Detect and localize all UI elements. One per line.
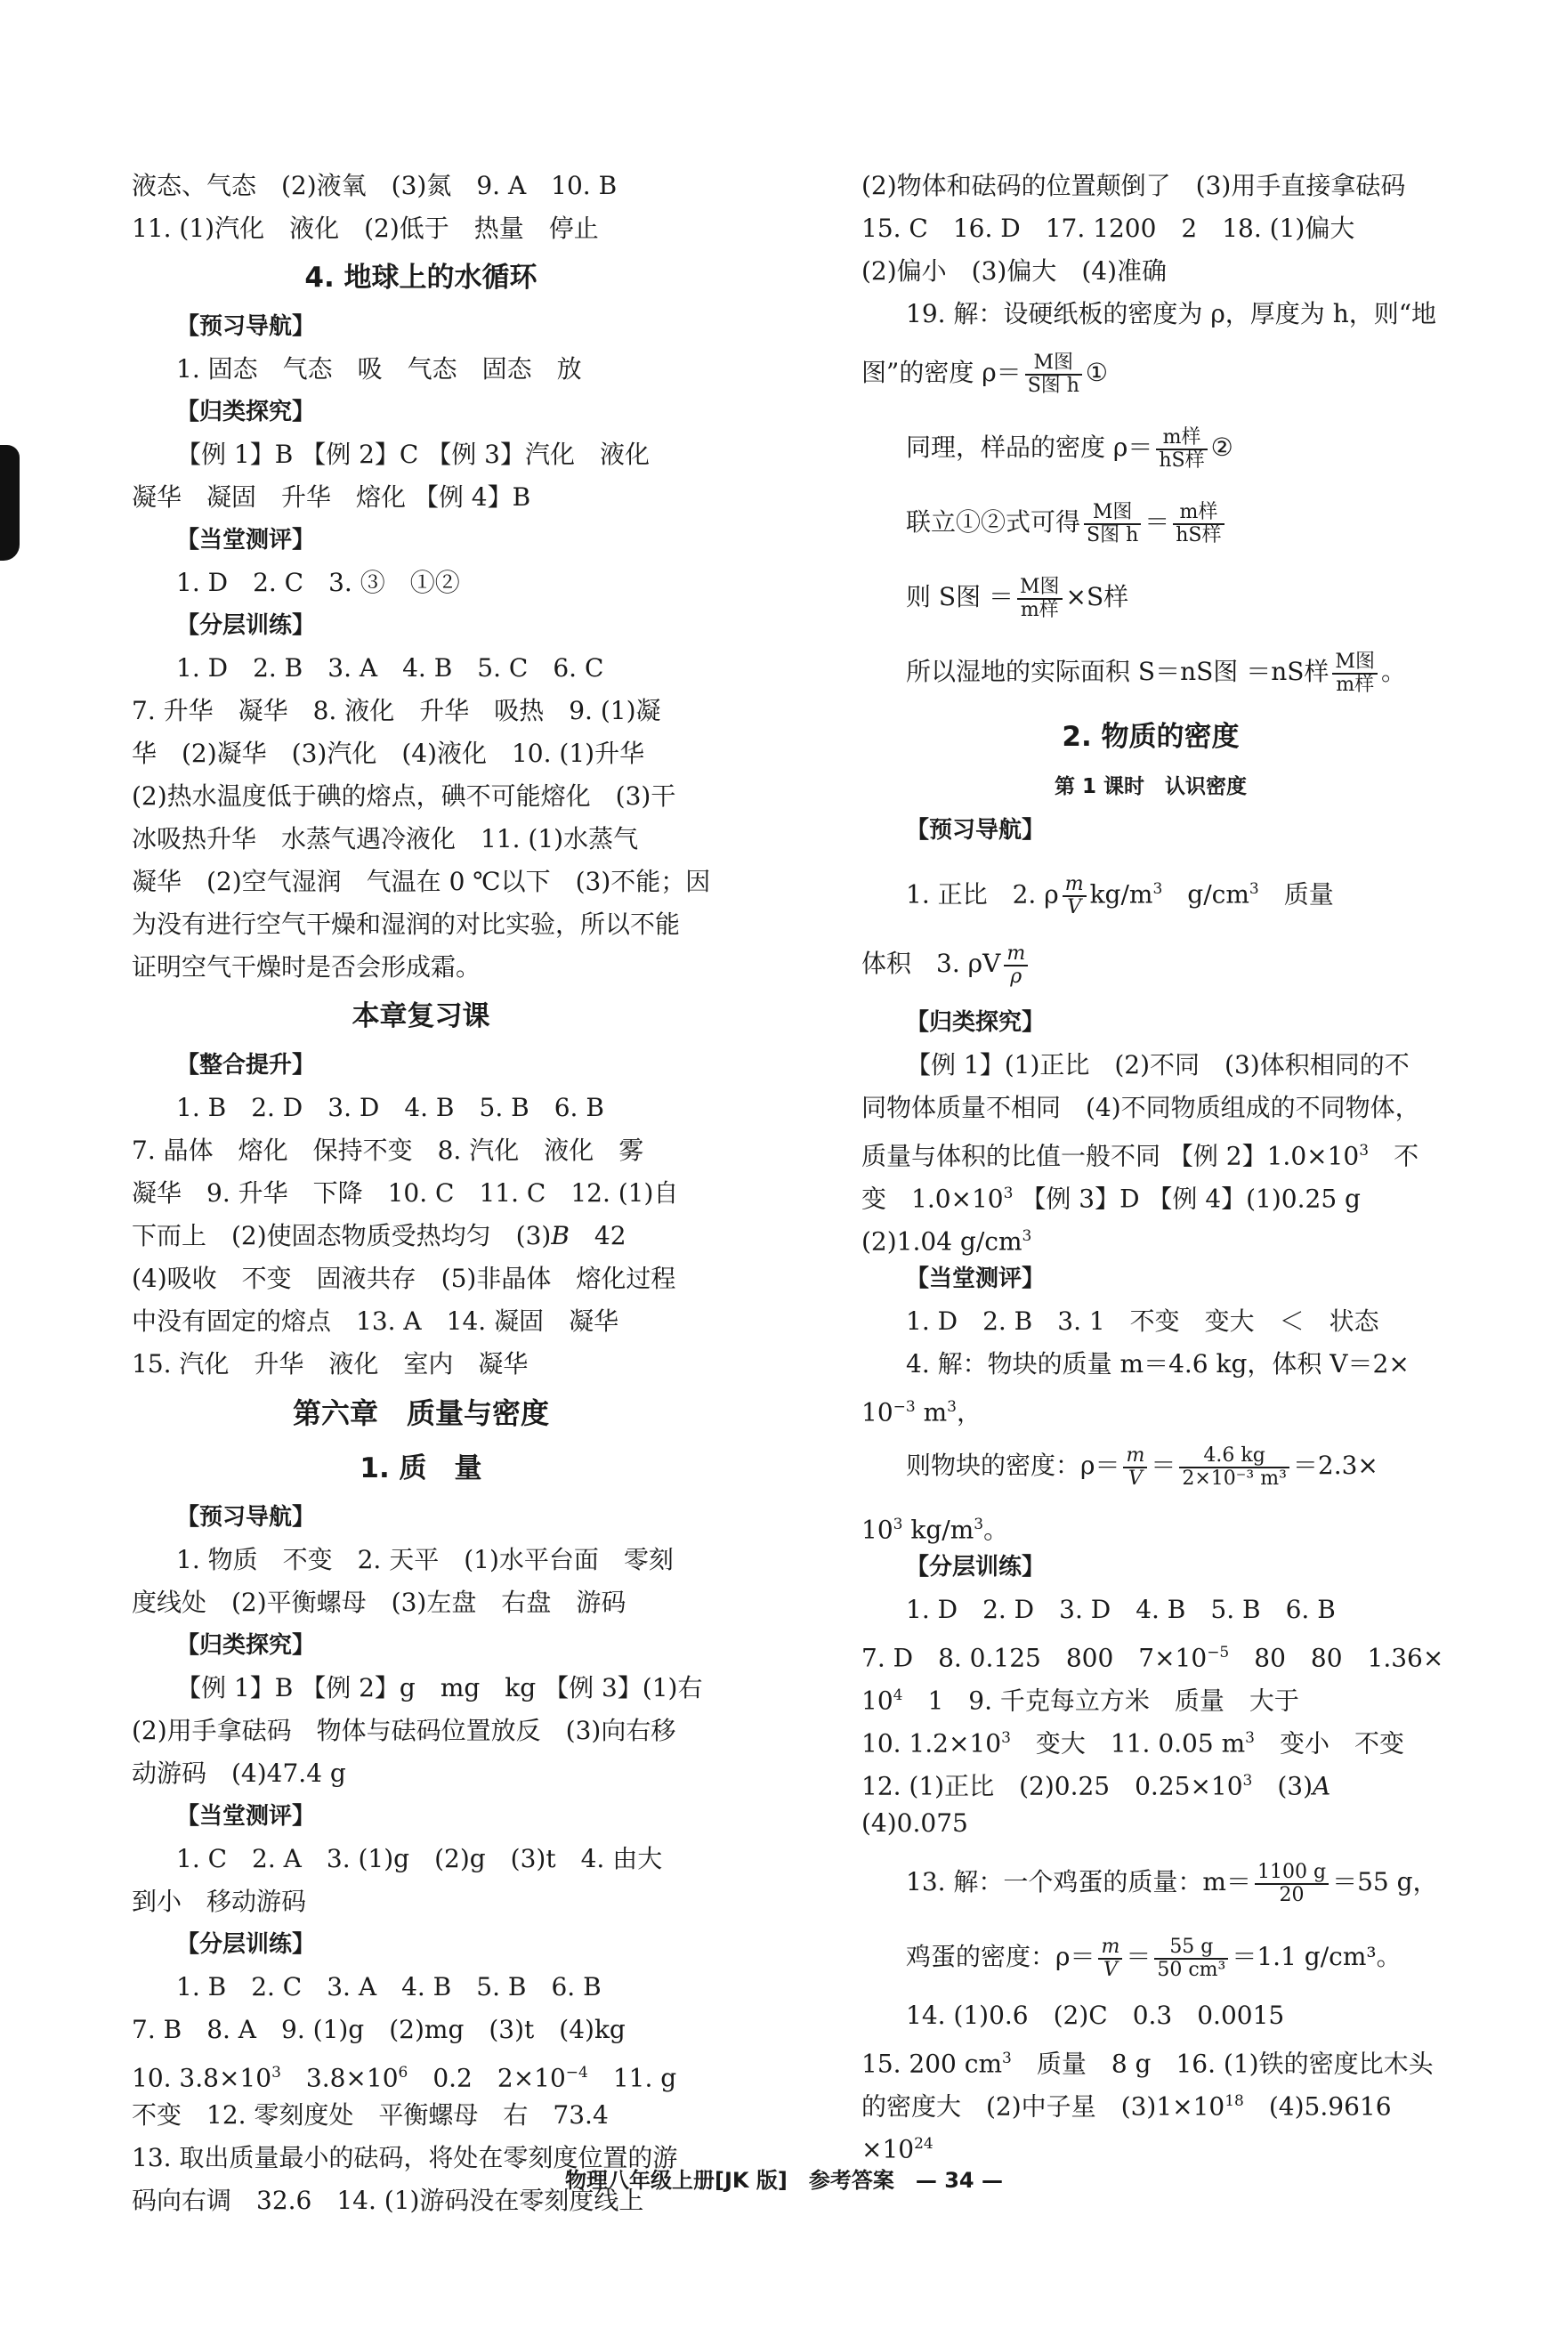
- denominator: 50 cm³: [1157, 1958, 1226, 1981]
- text-segment: 7. D 8. 0.125 800 7×10: [861, 1643, 1208, 1673]
- text-segment: 变 1.0×10: [861, 1184, 1004, 1214]
- text-line: 1. D 2. D 3. D 4. B 5. B 6. B: [906, 1595, 1336, 1624]
- text-segment: 联立①②式可得: [906, 507, 1081, 537]
- subsection-label: 【归类探究】: [176, 399, 316, 425]
- text-line: [861, 1674, 1440, 1717]
- text-line: 证明空气干燥时是否会形成霜。: [132, 952, 481, 982]
- fraction: [1156, 427, 1207, 472]
- numerator: m样: [1173, 502, 1224, 525]
- text-line: [132, 1215, 710, 1257]
- subsection-label: 【当堂测评】: [176, 527, 316, 554]
- text-segment: 质量: [1258, 879, 1334, 910]
- numerator: m: [1098, 1937, 1122, 1960]
- text-segment: A: [1313, 1771, 1331, 1801]
- chapter-heading: 第六章 质量与密度: [292, 1396, 549, 1430]
- text-segment: 质量与体积的比值一般不同 【例 2】1.0×10: [861, 1141, 1360, 1171]
- superscript: 24: [914, 2135, 934, 2153]
- text-line: 凝华 9. 升华 下降 10. C 11. C 12. (1)自: [132, 1178, 679, 1208]
- numerator: m: [1063, 874, 1087, 897]
- section-heading: 本章复习课: [352, 1000, 490, 1032]
- text-line: [861, 1503, 1440, 1546]
- text-line: 1. B 2. D 3. D 4. B 5. B 6. B: [176, 1093, 604, 1122]
- fraction: [1017, 577, 1063, 621]
- text-segment: ②: [1210, 433, 1233, 462]
- denominator: m样: [1336, 673, 1375, 696]
- formula-line: [861, 485, 1440, 560]
- formula-line: [861, 1920, 1440, 1994]
- text-line: 码向右调 32.6 14. (1)游码没在零刻度线上: [132, 2186, 644, 2215]
- text-segment: 【例 3】D 【例 4】(1)0.25 g: [1013, 1184, 1361, 1214]
- text-line: [861, 2123, 1440, 2165]
- lesson-subheading: 第 1 课时 认识密度: [1054, 775, 1248, 798]
- text-line: 15. C 16. D 17. 1200 2 18. (1)偏大: [861, 214, 1355, 243]
- superscript: 3: [271, 2064, 281, 2082]
- superscript: 3: [1001, 1729, 1011, 1747]
- formula-line: [861, 336, 1440, 410]
- text-segment: 则 S图 ＝: [906, 582, 1014, 611]
- fraction: [1084, 502, 1141, 546]
- text-segment: 图”的密度 ρ＝: [861, 358, 1022, 387]
- text-segment: 鸡蛋的密度：ρ＝: [906, 1942, 1095, 1971]
- denominator: S图 h: [1027, 374, 1079, 397]
- superscript: 18: [1224, 2092, 1244, 2110]
- text-line: [861, 2037, 1440, 2080]
- subsection-label: 【分层训练】: [906, 1554, 1046, 1581]
- text-line: 液态、气态 (2)液氧 (3)氮 9. A 10. B: [132, 171, 618, 200]
- text-line: 1. B 2. C 3. A 4. B 5. B 6. B: [176, 1972, 602, 2001]
- text-segment: 13. 解：一个鸡蛋的质量：m＝: [906, 1867, 1251, 1896]
- superscript: 3: [947, 1398, 957, 1416]
- text-line: 【例 1】B 【例 2】g mg kg 【例 3】(1)右: [176, 1673, 703, 1702]
- text-line: 1. 固态 气态 吸 气态 固态 放: [176, 354, 582, 384]
- text-segment: B: [551, 1221, 570, 1250]
- text-segment: 体积 3. ρV: [861, 949, 1001, 978]
- denominator: ρ: [1010, 965, 1022, 988]
- text-segment: ＝1.1 g/cm³。: [1232, 1942, 1402, 1971]
- text-segment: 0.2 2×10: [408, 2063, 566, 2093]
- numerator: m: [1004, 943, 1028, 966]
- text-segment: ＝2.3×: [1292, 1451, 1378, 1480]
- text-line: 13. 取出质量最小的砝码，将处在零刻度位置的游: [132, 2143, 678, 2172]
- text-line: (2)热水温度低于碘的熔点，碘不可能熔化 (3)干: [132, 781, 676, 811]
- scan-edge-mark: [0, 445, 20, 561]
- text-segment: (2)1.04 g/cm: [861, 1226, 1022, 1257]
- text-segment: 10. 1.2×10: [861, 1728, 1002, 1759]
- superscript: 3: [1003, 1185, 1014, 1202]
- text-line: 【例 1】B 【例 2】C 【例 3】汽化 液化: [176, 440, 650, 469]
- text-segment: 质量 8 g 16. (1)铁的密度比木头: [1011, 2049, 1434, 2079]
- formula-line: [861, 1428, 1440, 1503]
- text-line: 19. 解：设硬纸板的密度为 ρ，厚度为 h，则“地: [906, 299, 1437, 328]
- text-line: 7. 升华 凝华 8. 液化 升华 吸热 9. (1)凝: [132, 696, 661, 725]
- superscript: 3: [1002, 2050, 1012, 2067]
- text-line: 凝华 凝固 升华 熔化 【例 4】B: [132, 482, 531, 512]
- fraction: [1255, 1862, 1329, 1906]
- left-column: [132, 165, 710, 2222]
- numerator: 1100 g: [1255, 1862, 1329, 1885]
- subsection-label: 【归类探究】: [176, 1632, 316, 1659]
- text-line: [861, 1386, 1440, 1428]
- text-segment: 3.8×10: [280, 2063, 399, 2093]
- text-line: 1. D 2. C 3. ③ ①②: [176, 568, 460, 597]
- fraction: [1025, 352, 1082, 397]
- text-line: 到小 移动游码: [132, 1887, 307, 1916]
- text-segment: 11. g: [587, 2063, 677, 2093]
- text-line: [861, 1759, 1440, 1802]
- text-line: 7. 晶体 熔化 保持不变 8. 汽化 液化 雾: [132, 1136, 644, 1165]
- text-segment: 10: [861, 1686, 893, 1716]
- superscript: 3: [974, 1516, 984, 1533]
- formula-line: [861, 852, 1440, 926]
- numerator: 4.6 kg: [1179, 1445, 1289, 1468]
- text-line: 动游码 (4)47.4 g: [132, 1759, 346, 1788]
- fraction: [1332, 651, 1378, 696]
- text-segment: 则物块的密度：ρ＝: [906, 1451, 1120, 1480]
- text-segment: 1. 正比 2. ρ: [906, 879, 1059, 910]
- superscript: 4: [893, 1686, 903, 1704]
- text-line: 度线处 (2)平衡螺母 (3)左盘 右盘 游码: [132, 1588, 626, 1617]
- text-segment: 1 9. 千克每立方米 质量 大于: [902, 1686, 1299, 1716]
- text-line: 1. D 2. B 3. A 4. B 5. C 6. C: [176, 653, 604, 683]
- text-line: 15. 汽化 升华 液化 室内 凝华: [132, 1349, 529, 1379]
- text-line: 为没有进行空气干燥和湿润的对比实验，所以不能: [132, 910, 681, 939]
- text-segment: 下而上 (2)使固态物质受热均匀 (3): [132, 1221, 552, 1250]
- text-segment: m: [915, 1397, 948, 1427]
- superscript: 3: [1245, 1729, 1255, 1747]
- text-line: 华 (2)凝华 (3)汽化 (4)液化 10. (1)升华: [132, 739, 645, 768]
- text-segment: 的密度大 (2)中子星 (3)1×10: [861, 2091, 1225, 2122]
- text-line: [132, 2051, 710, 2094]
- text-line: (4)0.075: [861, 1808, 968, 1838]
- text-line: 【例 1】(1)正比 (2)不同 (3)体积相同的不: [906, 1050, 1410, 1080]
- text-line: (2)用手拿砝码 物体与砝码位置放反 (3)向右移: [132, 1716, 676, 1745]
- text-segment: ＝: [1151, 1451, 1176, 1480]
- superscript: 3: [1249, 880, 1259, 898]
- superscript: 3: [893, 1516, 903, 1533]
- text-segment: (4)5.9616: [1243, 2091, 1392, 2122]
- text-segment: ＝: [1144, 507, 1170, 537]
- text-segment: 不: [1369, 1141, 1419, 1171]
- text-segment: 15. 200 cm: [861, 2049, 1003, 2079]
- subsection-label: 【预习导航】: [906, 817, 1046, 844]
- text-line: 同物体质量不相同 (4)不同物质组成的不同物体，: [861, 1093, 1420, 1122]
- section-heading: 4. 地球上的水循环: [304, 262, 537, 294]
- text-line: 凝华 (2)空气湿润 气温在 0 ℃以下 (3)不能；因: [132, 867, 711, 896]
- subsection-label: 【分层训练】: [176, 1931, 316, 1958]
- text-segment: (3): [1252, 1771, 1313, 1801]
- text-segment: ＝: [1126, 1942, 1152, 1971]
- text-segment: ×10: [861, 2134, 915, 2164]
- section-heading: 1. 质 量: [360, 1452, 482, 1484]
- superscript: 3: [1242, 1772, 1253, 1790]
- denominator: hS样: [1159, 449, 1205, 472]
- denominator: hS样: [1176, 523, 1222, 546]
- subsection-label: 【分层训练】: [176, 612, 316, 639]
- text-segment: g/cm: [1162, 879, 1249, 910]
- fraction: [1098, 1937, 1122, 1981]
- subsection-label: 【预习导航】: [176, 1504, 316, 1531]
- text-segment: 所以湿地的实际面积 S＝nS图 ＝nS样: [906, 657, 1330, 686]
- denominator: 2×10⁻³ m³: [1182, 1467, 1287, 1490]
- subsection-label: 【预习导航】: [176, 313, 316, 340]
- superscript: 3: [1152, 880, 1163, 898]
- text-line: 1. 物质 不变 2. 天平 (1)水平台面 零刻: [176, 1545, 674, 1574]
- denominator: m样: [1020, 598, 1059, 621]
- text-line: [861, 1172, 1440, 1215]
- right-column: [861, 165, 1444, 2165]
- text-segment: kg/m: [902, 1515, 974, 1545]
- fraction: [1123, 1445, 1147, 1490]
- text-segment: ＝55 g，: [1332, 1867, 1438, 1896]
- denominator: V: [1103, 1958, 1118, 1981]
- text-segment: 80 80 1.36×: [1229, 1643, 1444, 1673]
- formula-line: [861, 1845, 1440, 1920]
- numerator: 55 g: [1154, 1937, 1228, 1960]
- fraction: [1004, 943, 1028, 988]
- text-segment: 。: [1380, 657, 1406, 686]
- formula-line: [861, 635, 1440, 709]
- numerator: m样: [1156, 427, 1207, 450]
- text-line: (4)吸收 不变 固液共存 (5)非晶体 熔化过程: [132, 1264, 676, 1293]
- superscript: 3: [1022, 1227, 1032, 1245]
- text-line: [861, 1129, 1440, 1172]
- text-segment: 10: [861, 1397, 893, 1427]
- page-footer: 物理八年级上册[JK 版] 参考答案 — 34 —: [565, 2168, 1003, 2193]
- text-segment: 10. 3.8×10: [132, 2063, 272, 2093]
- subsection-label: 【归类探究】: [906, 1009, 1046, 1036]
- numerator: M图: [1025, 352, 1082, 376]
- subsection-label: 【整合提升】: [176, 1052, 316, 1079]
- text-segment: 。: [983, 1515, 1009, 1545]
- superscript: −5: [1207, 1644, 1230, 1662]
- text-line: 14. (1)0.6 (2)C 0.3 0.0015: [906, 2001, 1285, 2030]
- formula-line: [861, 926, 1440, 1001]
- text-segment: 12. (1)正比 (2)0.25 0.25×10: [861, 1771, 1243, 1801]
- text-line: [861, 2080, 1440, 2123]
- text-line: 7. B 8. A 9. (1)g (2)mg (3)t (4)kg: [132, 2015, 626, 2044]
- text-line: 中没有固定的熔点 13. A 14. 凝固 凝华: [132, 1306, 619, 1336]
- text-segment: ，: [956, 1397, 982, 1427]
- denominator: V: [1128, 1467, 1143, 1490]
- text-line: [861, 1717, 1440, 1759]
- denominator: V: [1067, 895, 1082, 918]
- subsection-label: 【当堂测评】: [906, 1265, 1046, 1292]
- text-line: 4. 解：物块的质量 m＝4.6 kg，体积 V＝2×: [906, 1349, 1410, 1379]
- superscript: −4: [565, 2064, 588, 2082]
- text-line: 11. (1)汽化 液化 (2)低于 热量 停止: [132, 214, 599, 243]
- text-line: 不变 12. 零刻度处 平衡螺母 右 73.4: [132, 2100, 609, 2130]
- text-segment: kg/m: [1089, 879, 1153, 910]
- text-line: 冰吸热升华 水蒸气遇冷液化 11. (1)水蒸气: [132, 824, 639, 853]
- fraction: [1063, 874, 1087, 918]
- fraction: [1173, 502, 1224, 546]
- numerator: M图: [1332, 651, 1378, 675]
- fraction: [1154, 1937, 1228, 1981]
- text-segment: 42: [569, 1221, 626, 1250]
- denominator: S图 h: [1087, 523, 1139, 546]
- superscript: 6: [398, 2064, 408, 2082]
- superscript: 3: [1359, 1142, 1370, 1160]
- text-line: (2)物体和砝码的位置颠倒了 (3)用手直接拿砝码: [861, 171, 1406, 200]
- numerator: M图: [1084, 502, 1141, 525]
- section-heading: 2. 物质的密度: [1062, 721, 1240, 753]
- formula-line: [861, 560, 1440, 635]
- text-line: (2)偏小 (3)偏大 (4)准确: [861, 256, 1167, 286]
- text-line: [861, 1631, 1444, 1674]
- subsection-label: 【当堂测评】: [176, 1803, 316, 1830]
- superscript: −3: [893, 1398, 916, 1416]
- denominator: 20: [1279, 1883, 1305, 1906]
- text-segment: ×S样: [1065, 582, 1129, 611]
- text-segment: 10: [861, 1515, 893, 1545]
- numerator: m: [1123, 1445, 1147, 1468]
- formula-line: [861, 410, 1440, 485]
- fraction: [1179, 1445, 1289, 1490]
- text-segment: 变大 11. 0.05 m: [1010, 1728, 1246, 1759]
- text-line: [861, 1215, 1440, 1257]
- text-segment: ①: [1085, 358, 1109, 387]
- text-line: 1. C 2. A 3. (1)g (2)g (3)t 4. 由大: [176, 1844, 663, 1873]
- numerator: M图: [1017, 577, 1063, 600]
- text-segment: 同理，样品的密度 ρ＝: [906, 433, 1153, 462]
- text-line: 1. D 2. B 3. 1 不变 变大 ＜ 状态: [906, 1306, 1379, 1336]
- text-segment: 变小 不变: [1254, 1728, 1404, 1759]
